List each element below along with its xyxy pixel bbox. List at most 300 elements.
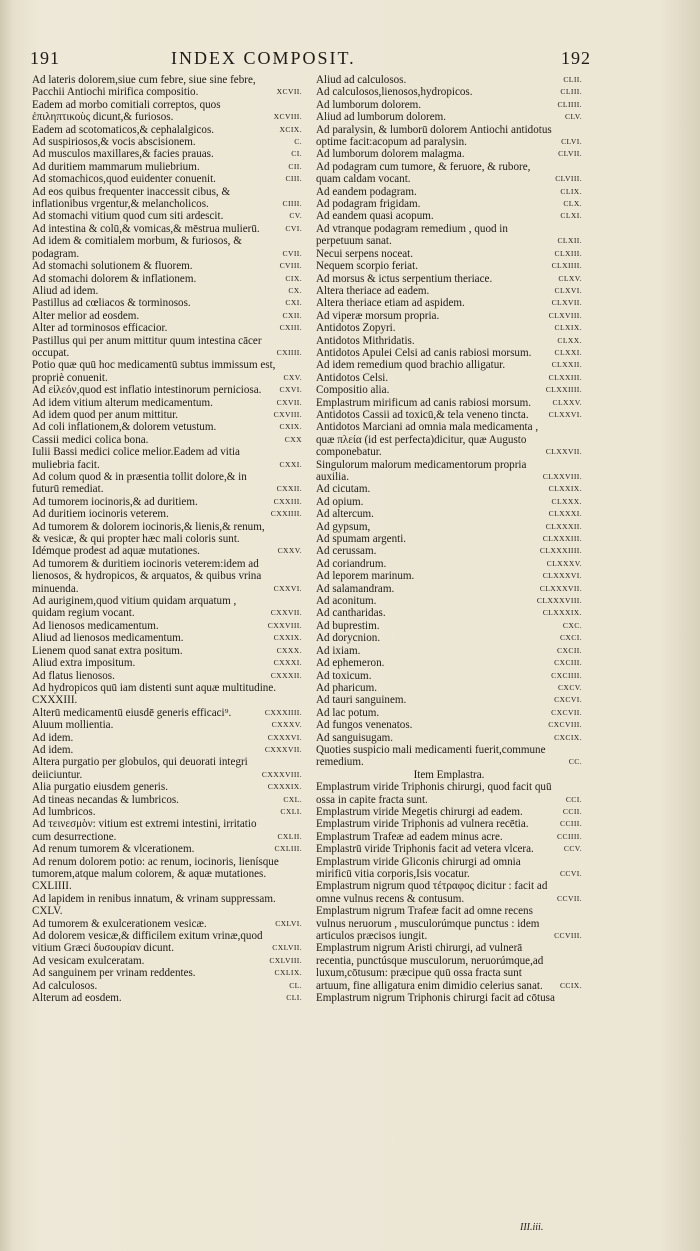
index-entry (316, 905, 582, 942)
entry-number: CXLII. (277, 831, 302, 841)
entry-text: Ad paralysin, & lumborū dolorem Antiochi antidotus optime facit:acopum ad paralysin. (316, 123, 552, 149)
entry-number: CLXXI. (554, 347, 582, 357)
entry-number: CCVII. (557, 893, 582, 903)
entry-number: CXIII. (279, 323, 302, 333)
index-entry (32, 595, 302, 620)
entry-number: CLVII. (558, 149, 582, 159)
entry-number: CIIII. (282, 199, 302, 209)
page-number-right: 192 (561, 48, 591, 68)
index-entry (32, 657, 302, 669)
index-entry (316, 124, 582, 149)
index-entry (316, 335, 582, 347)
entry-text: Aliud ad idem. (32, 284, 99, 297)
index-entry (32, 173, 302, 185)
entry-number: CXCVIII. (548, 720, 582, 730)
entry-text: Ad calculosos. (32, 979, 98, 992)
entry-number: CXCII. (557, 645, 582, 655)
entry-text: Aliud ad calculosos. (316, 74, 407, 86)
entry-number: CLIIII. (557, 99, 582, 109)
entry-number: CXCIX. (554, 732, 582, 742)
entry-text: Ad salamandram. (316, 582, 395, 595)
entry-number: CXXI. (279, 459, 302, 469)
entry-text: Ad lumbricos. (32, 805, 96, 818)
index-entry (316, 86, 582, 98)
entry-text: Alia purgatio eiusdem generis. (32, 781, 168, 794)
entry-text: Ad lumborum dolorem. (316, 98, 422, 111)
entry-text: Singulorum malorum medicamentorum propria auxilia. (316, 458, 527, 483)
index-entry (32, 384, 302, 396)
index-entry (32, 620, 302, 632)
entry-text: Ad cicutam. (316, 483, 371, 496)
entry-text: Altera theriace ad eadem. (316, 284, 430, 297)
index-entry (316, 459, 582, 484)
index-entry (32, 967, 302, 979)
index-column-left (32, 74, 302, 1004)
index-entry (32, 260, 302, 272)
entry-text: Eadem ad scotomaticos,& cephalalgicos. (32, 123, 215, 136)
entry-text: Ad lapidem in renibus innatum, & vrinam suppressam. CXLV. (32, 892, 276, 918)
entry-text: Ad dorycnion. (316, 632, 381, 645)
entry-text: Ad tauri sanguinem. (316, 694, 407, 707)
entry-number: CLIX. (560, 186, 582, 196)
index-entry (32, 285, 302, 297)
index-entry (316, 694, 582, 706)
entry-number: CVII. (282, 248, 302, 258)
entry-number: CLII. (563, 75, 582, 84)
index-entry (316, 198, 582, 210)
index-entry (316, 583, 582, 595)
entry-text: Ad cantharidas. (316, 607, 386, 620)
entry-number: CLXXXIII. (542, 534, 582, 544)
entry-number: CXXV. (277, 546, 302, 556)
entry-number: CXVII. (276, 397, 302, 407)
entry-text: Ad dolorem vesicæ,& difficilem exitum vrinæ,quod vitium Græci δυσουρίαν dicunt. (32, 930, 263, 955)
entry-text: Emplastrum nigrum Triphonis chirurgi facit ad cōtusa (316, 992, 555, 1005)
index-entry (316, 111, 582, 123)
entry-number: CLXXIIII. (545, 385, 582, 395)
index-entry (316, 657, 582, 669)
entry-number: XCVIII. (273, 112, 302, 122)
index-entry (32, 818, 302, 843)
entry-number: CIX. (285, 273, 302, 283)
entry-number: CXC. (562, 620, 582, 630)
entry-text: Aliud extra impositum. (32, 657, 136, 670)
entry-number: CLXXXV. (546, 558, 582, 568)
entry-text: Emplastrum viride Megetis chirurgi ad eadem. (316, 805, 523, 818)
entry-text: Ad hydropicos quū iam distenti sunt aquæ multitudine. CXXXIII. (32, 681, 277, 707)
index-entry (316, 607, 582, 619)
entry-number: CXLI. (280, 806, 302, 816)
entry-text: Ad coriandrum. (316, 557, 387, 570)
entry-text: Ad aconitum. (316, 595, 377, 608)
index-entry (316, 942, 582, 992)
index-entry (32, 856, 302, 893)
entry-text: Ad viperæ morsum propria. (316, 309, 440, 322)
entry-number: CXXXV. (271, 720, 302, 730)
entry-number: CXLIX. (274, 968, 302, 978)
entry-text: Ad stomachi vitium quod cum siti ardescit. (32, 210, 224, 223)
entry-text: Ad stomachicos,quod euidenter conuenit. (32, 173, 216, 186)
entry-number: CXCVI. (554, 695, 582, 705)
index-entry (316, 397, 582, 409)
entry-number: CLI. (286, 993, 302, 1003)
entry-number: CXCI. (559, 633, 582, 643)
index-entry (32, 124, 302, 136)
entry-text: Ad opium. (316, 495, 364, 508)
index-entry (316, 843, 582, 855)
entry-text: Quoties suspicio mali medicamenti fuerit,commune remedium. (316, 743, 546, 769)
entry-text: Ad podagram cum tumore, & feruore, & rubore, quam caldam vocant. (316, 160, 531, 186)
index-entry (32, 409, 302, 421)
entry-text: Antidotos Cassii ad toxicū,& tela veneno tincta. (316, 408, 529, 421)
entry-text: Emplastrum nigrum Trafeæ facit ad omne recens vulnus neruorum , musculorúmque punctus : idem articulos præcisos iungit. (316, 905, 540, 943)
entry-text: Ad tumorem & duritiem iocinoris veterem:idem ad lienosos, & hydropicos, & arquatos, & quibus vrina minuenda. (32, 557, 262, 595)
entry-text: Ad cerussam. (316, 545, 377, 558)
index-entry (316, 992, 582, 1004)
entry-text: Emplastrum viride Triphonis ad vulnera recētia. (316, 818, 529, 831)
entry-text: Ad fungos venenatos. (316, 719, 413, 732)
index-entry (32, 186, 302, 211)
index-entry (316, 744, 582, 769)
index-entry (316, 99, 582, 111)
entry-text: Ad lienosos medicamentum. (32, 619, 159, 632)
entry-text: Antidotos Apulei Celsi ad canis rabiosi morsum. (316, 346, 532, 359)
index-entry (32, 781, 302, 793)
entry-number: CXII. (282, 310, 302, 320)
entry-text: Ad ixiam. (316, 644, 361, 657)
entry-text: Ad vtranque podagram remedium , quod in perpetuum sanat. (316, 222, 508, 248)
index-entry (32, 74, 302, 99)
entry-number: CLXXV. (552, 397, 582, 407)
entry-text: Ad idem remedium quod brachio alligatur. (316, 359, 506, 372)
entry-number: CXXIII. (273, 496, 302, 506)
entry-text: Potio quæ quū hoc medicamentū subtus immissum est, propriè conuenit. (32, 359, 276, 384)
index-entry (32, 161, 302, 173)
entry-text: Iulii Bassi medici colice melior.Eadem ad vitia muliebria facit. (32, 446, 240, 471)
entry-text: Emplastrum nigrum quod τέτραφος dicitur : facit ad omne vulnus recens & contusum. (316, 880, 548, 905)
entry-text: Emplastrum Trafeæ ad eadem minus acre. (316, 830, 503, 843)
index-entry (32, 843, 302, 855)
entry-text: Ad sanguinem per vrinam reddentes. (32, 967, 196, 980)
entry-number: CCIII. (559, 819, 582, 829)
entry-text: Necui serpens noceat. (316, 247, 414, 260)
entry-text: Ad tumorem iocinoris,& ad duritiem. (32, 495, 198, 508)
entry-text: Ad tumorem & exulcerationem vesicæ. (32, 917, 207, 930)
entry-number: CXVIII. (273, 409, 302, 419)
entry-text: Ad eandem quasi acopum. (316, 210, 434, 223)
entry-number: CXCVII. (551, 707, 582, 717)
index-entry (316, 148, 582, 160)
index-entry (32, 223, 302, 235)
index-entry (316, 347, 582, 359)
entry-number: CXLVII. (272, 943, 302, 953)
entry-number: CXLIII. (274, 844, 302, 854)
entry-text: Alter melior ad eosdem. (32, 309, 140, 322)
entry-number: CXXXIIII. (264, 707, 302, 717)
entry-text: Ad idem vitium alterum medicamentum. (32, 396, 213, 409)
entry-text: Ad suspiriosos,& vocis abscisionem. (32, 136, 196, 149)
entry-number: CLXXXI. (548, 509, 582, 519)
entry-text: Ad renum tumorem & vlcerationem. (32, 843, 195, 856)
index-entry (32, 496, 302, 508)
entry-text: Ad idem & comitialem morbum, & furiosos, & podagram. (32, 235, 242, 260)
entry-text: Nequem scorpio feriat. (316, 260, 418, 273)
signature-mark: III.iii. (520, 1222, 544, 1233)
index-entry (316, 372, 582, 384)
index-entry (32, 521, 302, 558)
entry-number: CXXXVI. (267, 732, 302, 742)
index-entry (32, 893, 302, 918)
index-entry (32, 421, 302, 433)
index-entry (32, 992, 302, 1004)
entry-number: C. (294, 137, 302, 147)
index-entry (32, 210, 302, 222)
entry-text: Emplastrum viride Triphonis chirurgi, quod facit quū ossa in capite fracta sunt. (316, 781, 552, 806)
entry-number: CXCV. (557, 682, 582, 692)
entry-text: Emplastrū viride Triphonis facit ad vetera vlcera. (316, 843, 534, 856)
index-entry (32, 322, 302, 334)
entry-number: CLVI. (561, 137, 582, 147)
entry-number: CLXII. (557, 236, 582, 246)
entry-number: CXVI. (279, 385, 302, 395)
index-entry (316, 384, 582, 396)
index-entry (32, 99, 302, 124)
entry-number: CLV. (564, 112, 582, 122)
entry-text: Ad ephemeron. (316, 657, 385, 670)
entry-number: CXXXI. (273, 658, 302, 668)
entry-text: Ad altercum. (316, 508, 374, 521)
index-entry (32, 806, 302, 818)
entry-number: CXXXII. (270, 670, 302, 680)
entry-text: Alter ad torminosos efficacior. (32, 322, 168, 335)
index-entry (32, 446, 302, 471)
index-entry (32, 297, 302, 309)
index-entry (32, 756, 302, 781)
entry-text: Pastillus ad cœliacos & torminosos. (32, 297, 191, 310)
entry-text: Ad duritiem mammarum muliebrium. (32, 160, 200, 173)
entry-number: CLXIX. (554, 323, 582, 333)
entry-number: CLXVIII. (548, 310, 582, 320)
entry-number: CXIX. (279, 422, 302, 432)
entry-number: CLXVI. (554, 285, 582, 295)
index-entry (32, 707, 302, 719)
index-entry (32, 682, 302, 707)
index-entry (32, 744, 302, 756)
index-entry (316, 74, 582, 86)
entry-text: Ad vesicam exulceratam. (32, 954, 145, 967)
index-entry (32, 980, 302, 992)
index-entry (316, 856, 582, 881)
index-entry (316, 223, 582, 248)
entry-number: CLXV. (558, 273, 582, 283)
index-entry (316, 545, 582, 557)
entry-number: CCII. (562, 806, 582, 816)
entry-number: CLXXXVI. (542, 571, 582, 581)
index-entry (32, 918, 302, 930)
entry-text: Ad morsus & ictus serpentium theriace. (316, 272, 493, 285)
page-number-left: 191 (30, 48, 60, 68)
running-head-title: INDEX COMPOSIT. (171, 48, 356, 68)
entry-number: CCV. (563, 844, 582, 854)
index-entry (32, 397, 302, 409)
index-entry (32, 148, 302, 160)
index-entry (316, 483, 582, 495)
index-entry (32, 558, 302, 595)
entry-number: CLXXXVII. (539, 583, 582, 593)
entry-number: CXXVIII. (267, 620, 302, 630)
index-entry (32, 930, 302, 955)
entry-number: CLXX. (557, 335, 582, 345)
entry-text: Ad eos quibus frequenter inaccessit cibus, & inflationibus vrgentur,& melancholicos. (32, 185, 231, 211)
entry-number: CLXXVIII. (542, 472, 582, 481)
entry-text: Emplastrum mirificum ad canis rabiosi morsum. (316, 396, 532, 409)
entry-text: Ad buprestim. (316, 619, 380, 632)
index-entry (32, 335, 302, 360)
entry-text: Ad auriginem,quod vitium quidam arquatum , quidam regium vocant. (32, 595, 237, 620)
entry-number: CLXIII. (554, 248, 582, 258)
entry-text: Aliud ad lumborum dolorem. (316, 111, 447, 124)
entry-number: CXXII. (276, 484, 302, 494)
entry-text: Ad εἰλεόν,quod est inflatio intestinorum perniciosa. (32, 384, 262, 397)
index-entry (316, 769, 582, 781)
index-entry (316, 508, 582, 520)
entry-number: CLXXXIIII. (539, 546, 582, 556)
index-entry (316, 310, 582, 322)
entry-number: CXLVI. (275, 918, 302, 928)
entry-number: CXXXVII. (264, 744, 302, 754)
index-entry (316, 645, 582, 657)
entry-number: CLX. (563, 199, 582, 209)
index-entry (32, 310, 302, 322)
index-entry (32, 732, 302, 744)
entry-text: Ad leporem marinum. (316, 570, 415, 583)
index-entry (316, 273, 582, 285)
index-entry (316, 732, 582, 744)
index-entry (32, 955, 302, 967)
entry-text: Ad musculos maxillares,& facies prauas. (32, 148, 214, 161)
entry-number: CLVIII. (555, 174, 582, 184)
index-entry (316, 409, 582, 421)
entry-text: Ad duritiem iocinoris veterem. (32, 508, 169, 521)
entry-number: CLXXXII. (545, 521, 582, 531)
entry-text: Ad spumam argenti. (316, 533, 407, 546)
entry-text: Ad idem. (32, 731, 74, 744)
entry-text: Ad idem quod per anum mittitur. (32, 408, 179, 421)
entry-number: CCVI. (559, 869, 582, 878)
index-entry (32, 645, 302, 657)
entry-number: CLXXX. (551, 496, 582, 506)
entry-number: CLXXXVIII. (536, 596, 582, 606)
index-entry (32, 359, 302, 384)
entry-text: Antidotos Mithridatis. (316, 334, 415, 347)
entry-text: Ad tineas necandas & lumbricos. (32, 793, 179, 806)
index-entry (316, 707, 582, 719)
index-entry (316, 496, 582, 508)
index-entry (316, 210, 582, 222)
index-entry (316, 533, 582, 545)
entry-text: Ad eandem podagram. (316, 185, 417, 198)
entry-text: Ad τεινεσμὸν: vitium est extremi intestini, irritatio cum desurrectione. (32, 818, 257, 843)
entry-text: Ad colum quod & in præsentia tollit dolore,& in futurū remediat. (32, 471, 247, 496)
entry-text: Ad idem. (32, 743, 74, 756)
entry-text: Ad coli inflationem,& dolorem vetustum. (32, 421, 217, 434)
entry-text: Ad calculosos,lienosos,hydropicos. (316, 86, 473, 99)
entry-number: CX. (288, 285, 302, 295)
index-entry (316, 161, 582, 186)
entry-number: CXXVII. (270, 608, 302, 618)
index-entry (316, 682, 582, 694)
index-entry (32, 670, 302, 682)
entry-number: CVIII. (279, 261, 302, 271)
entry-text: Ad gypsum, (316, 520, 371, 533)
entry-number: CIII. (285, 174, 302, 184)
index-entry (316, 248, 582, 260)
index-entry (316, 632, 582, 644)
entry-number: CCIIII. (557, 831, 582, 841)
entry-number: CII. (288, 161, 302, 171)
entry-number: CVI. (285, 223, 302, 233)
index-entry (32, 794, 302, 806)
entry-number: CXCIIII. (551, 670, 582, 680)
index-entry (32, 632, 302, 644)
entry-number: CXV. (283, 372, 302, 382)
index-entry (32, 235, 302, 260)
index-entry (316, 421, 582, 458)
entry-text: Ad lateris dolorem,siue cum febre, siue sine febre, Pacchii Antiochi mirifica compositio. (32, 74, 256, 99)
entry-number: CCVIII. (554, 931, 582, 941)
index-column-right (316, 74, 582, 1004)
index-entry (32, 136, 302, 148)
index-entry (316, 719, 582, 731)
entry-number: CCI. (565, 794, 582, 804)
entry-number: CXLVIII. (269, 955, 302, 965)
index-entry (316, 570, 582, 582)
entry-number: CLXXVII. (545, 447, 582, 457)
index-entry (316, 880, 582, 905)
entry-text: Item Emplastra. (413, 768, 485, 781)
entry-text: Ad sanguisugam. (316, 731, 394, 744)
entry-number: CXIIII. (276, 347, 302, 357)
index-entry (32, 434, 302, 446)
index-entry (316, 558, 582, 570)
entry-text: Ad intestina & colū,& vomicas,& mēstrua mulierū. (32, 222, 260, 235)
entry-number: XCIX. (279, 124, 302, 134)
entry-text: Ad lac potum. (316, 706, 380, 719)
entry-number: CXX (284, 434, 302, 444)
entry-number: CXXXVIII. (261, 769, 302, 779)
entry-number: CLIII. (560, 87, 582, 97)
entry-number: CXXX. (276, 645, 302, 655)
entry-number: CLXXII. (551, 360, 582, 370)
entry-text: Alterum ad eosdem. (32, 992, 122, 1005)
index-entry (316, 322, 582, 334)
entry-number: CL. (289, 980, 302, 990)
entry-number: CXXXIX. (267, 782, 302, 792)
index-entry (32, 273, 302, 285)
index-entry (32, 508, 302, 520)
index-entry (316, 670, 582, 682)
index-entry (316, 806, 582, 818)
index-entry (316, 359, 582, 371)
entry-number: CLXI. (560, 211, 582, 221)
entry-number: CI. (291, 149, 302, 159)
entry-text: Antidotos Zopyri. (316, 322, 396, 335)
entry-text: Alterū medicamentū eiusdē generis efficaci⁹. (32, 706, 232, 719)
entry-text: Lienem quod sanat extra positum. (32, 644, 183, 657)
index-entry (316, 595, 582, 607)
entry-text: Ad renum dolorem potio: ac renum, iocinoris, lienísque tumorem,atque malum colorem, & aquæ mutationes. CXLIIII. (32, 855, 279, 893)
entry-number: CLXIIII. (551, 261, 582, 271)
